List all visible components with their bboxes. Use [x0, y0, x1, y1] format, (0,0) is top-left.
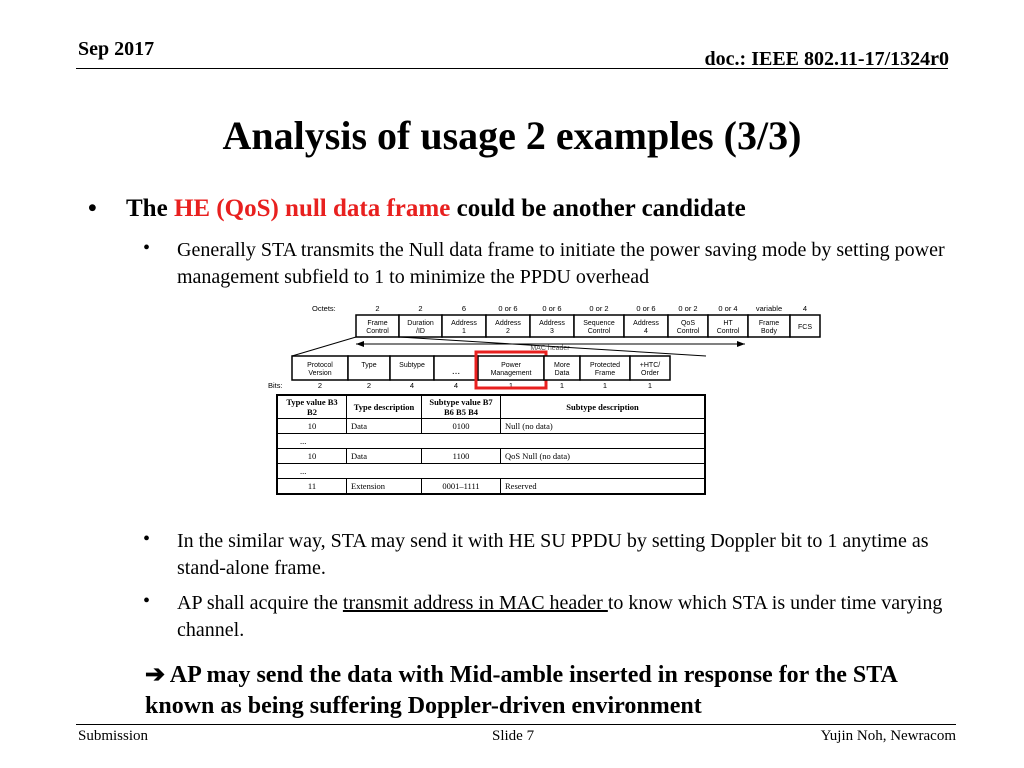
fc-field-label: Protected	[590, 362, 620, 369]
table-cell: 11	[277, 479, 347, 495]
octets-label: Octets:	[312, 304, 336, 313]
table-ellipsis: ...	[277, 464, 705, 479]
footer-submission: Submission	[78, 728, 149, 744]
table-header: Type value B3 B2	[277, 395, 347, 419]
arrow-left-icon	[356, 341, 364, 347]
table-cell: Reserved	[501, 479, 706, 495]
octet-count: variable	[755, 304, 783, 313]
mac-field-label: Address	[451, 320, 477, 327]
bit-count: 4	[409, 381, 415, 390]
mac-field-label: Address	[495, 320, 521, 327]
mac-field-label: Control	[366, 328, 389, 335]
table-row	[277, 419, 705, 434]
octet-count: 2	[375, 304, 380, 313]
fc-field-label: ...	[451, 366, 461, 377]
octet-count: 6	[461, 304, 467, 313]
sub-bullet-2: In the similar way, STA may send it with HE SU PPDU by setting Doppler bit to 1 anytime as stand-alone frame.	[177, 530, 929, 579]
bit-count: 1	[559, 381, 565, 390]
bit-count: 4	[453, 381, 459, 390]
header-rule	[76, 68, 948, 69]
table-cell: 0100	[422, 419, 501, 434]
table-header-row	[277, 395, 705, 419]
bullet-main-highlight: HE (QoS) null data frame	[173, 195, 451, 222]
mac-field-label: FCS	[798, 324, 812, 331]
mac-field-label: Control	[716, 328, 740, 335]
expand-line-right	[399, 337, 706, 356]
bit-count: 1	[508, 381, 514, 390]
sub-bullet-3-post: to know which STA is under time varying channel.	[177, 592, 943, 641]
bit-count: 1	[602, 381, 608, 390]
mac-field-label: 2	[506, 328, 510, 335]
octet-count: 0 or 2	[589, 304, 609, 313]
table-cell: Data	[347, 449, 422, 464]
table-cell: 10	[277, 449, 347, 464]
mac-field-label: Frame	[367, 320, 388, 327]
mac-field-label: Control	[676, 328, 700, 335]
table-ellipsis-row	[277, 434, 705, 449]
bullet-main	[126, 195, 746, 223]
fc-field-label: Data	[554, 370, 570, 377]
fc-field-label: Order	[641, 370, 659, 377]
table-ellipsis-row	[277, 464, 705, 479]
octet-count: 0 or 6	[498, 304, 518, 313]
fc-field-label: More	[554, 362, 570, 369]
footer-rule	[76, 724, 956, 725]
slide-title: Analysis of usage 2 examples (3/3)	[222, 113, 802, 158]
conclusion-text: AP may send the data with Mid-amble inserted in response for the STA known as being suffering Doppler-driven environment	[145, 662, 897, 719]
table-cell: 1100	[422, 449, 501, 464]
mac-field-label: Address	[633, 320, 659, 327]
fc-field-label: Type	[361, 362, 377, 369]
table-cell: 0001–1111	[422, 479, 501, 495]
table-cell: 10	[277, 419, 347, 434]
bullet-main-post: could be another candidate	[450, 195, 746, 222]
bullet-main-pre: The	[126, 195, 174, 222]
fc-field-label: Power	[501, 362, 521, 369]
table-cell: Data	[347, 419, 422, 434]
sub-bullet-1: Generally STA transmits the Null data frame to initiate the power saving mode by setting power management subfield to 1 to minimize the PPDU overhead	[177, 239, 945, 288]
mac-field-label: 1	[462, 328, 466, 335]
octet-count: 0 or 6	[542, 304, 562, 313]
bullet-marker: •	[88, 195, 97, 222]
table-header: Type description	[347, 395, 422, 419]
sub-bullet-marker: •	[143, 528, 151, 550]
frame-format-figure	[258, 300, 858, 510]
table-row	[277, 449, 705, 464]
type-subtype-table	[276, 394, 706, 495]
fc-field-label: Frame	[594, 370, 616, 377]
expand-line-left	[292, 337, 356, 356]
arrow-right-icon	[737, 341, 745, 347]
fc-field-label: +HTC/	[639, 362, 661, 369]
octet-count: 0 or 4	[718, 304, 738, 313]
table-cell: QoS Null (no data)	[501, 449, 706, 464]
fc-field-label: Subtype	[399, 362, 425, 369]
header-date: Sep 2017	[78, 38, 155, 60]
table-row	[277, 479, 705, 495]
footer-slide-number: Slide 7	[492, 728, 535, 744]
mac-header-label: MAC header	[530, 345, 570, 352]
mac-field-label: Control	[587, 328, 611, 335]
mac-field-label: Sequence	[583, 320, 615, 327]
frame-format-diagram	[258, 300, 858, 396]
sub-bullet-marker: •	[143, 590, 151, 612]
table-cell: Null (no data)	[501, 419, 706, 434]
sub-bullet-3-pre: AP shall acquire the	[177, 592, 343, 614]
mac-field-label: Duration	[407, 320, 434, 327]
header-doc-id: doc.: IEEE 802.11-17/1324r0	[704, 48, 949, 70]
sub-bullet-3	[177, 590, 957, 644]
table-ellipsis: ...	[277, 434, 705, 449]
table-header: Subtype value B7 B6 B5 B4	[422, 395, 501, 419]
fc-field-label: Management	[490, 370, 532, 377]
mac-field-label: HT	[723, 320, 733, 327]
mac-field-label: Frame	[758, 320, 780, 327]
mac-field-label: QoS	[680, 320, 696, 327]
octet-count: 2	[418, 304, 423, 313]
octet-count: 4	[802, 304, 808, 313]
table-cell: Extension	[347, 479, 422, 495]
mac-field-label: /ID	[416, 328, 425, 335]
footer-author: Yujin Noh, Newracom	[820, 728, 956, 744]
right-arrow-icon: ➔	[145, 662, 166, 688]
octet-count: 0 or 6	[636, 304, 656, 313]
mac-field-label: 4	[644, 328, 648, 335]
bit-count: 2	[317, 381, 323, 390]
sub-bullet-marker: •	[143, 237, 151, 259]
bit-count: 2	[366, 381, 372, 390]
mac-field-label: Address	[539, 320, 565, 327]
bits-label: Bits:	[268, 381, 283, 390]
table-header: Subtype description	[501, 395, 706, 419]
mac-header-reference: transmit address in MAC header	[342, 592, 608, 614]
octet-count: 0 or 2	[678, 304, 698, 313]
mac-field-label: 3	[550, 328, 554, 335]
fc-field-label: Protocol	[307, 362, 333, 369]
fc-field-label: Version	[308, 370, 332, 377]
bit-count: 1	[647, 381, 653, 390]
mac-field-label: Body	[761, 328, 777, 335]
conclusion	[145, 660, 945, 722]
